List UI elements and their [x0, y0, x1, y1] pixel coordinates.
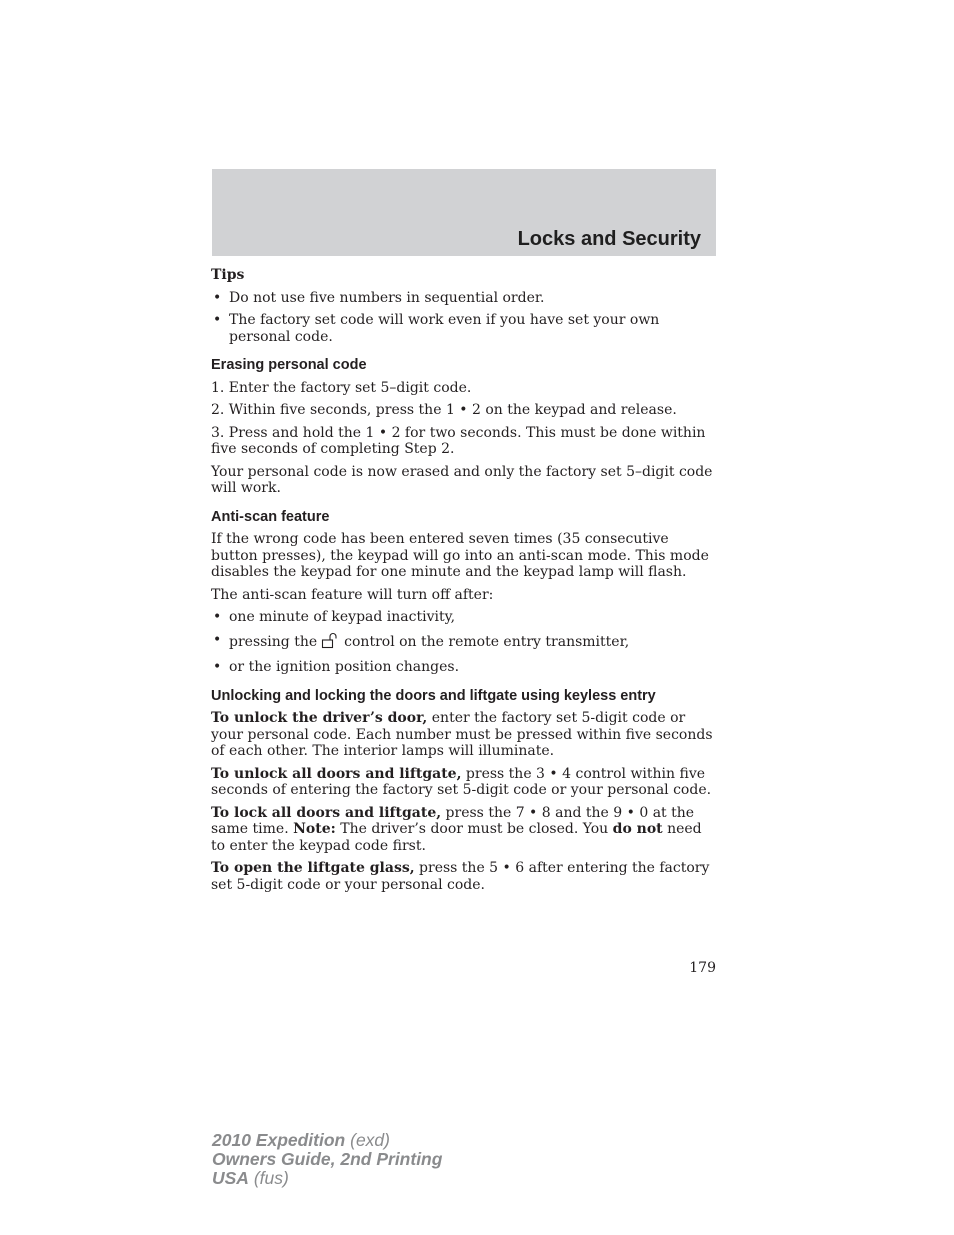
- tips-heading: Tips: [211, 267, 245, 283]
- emphasis: do not: [612, 821, 663, 837]
- list-item-text: one minute of keypad inactivity,: [229, 609, 456, 625]
- list-item: [211, 312, 716, 345]
- footer-line: [212, 1169, 442, 1188]
- page-number: 179: [689, 960, 716, 976]
- keyless-heading: Unlocking and locking the doors and liftgate using keyless entry: [211, 687, 656, 704]
- footer-imprint: [212, 1131, 442, 1188]
- erasing-step-1: 1. Enter the factory set 5–digit code.: [211, 379, 472, 396]
- keyless-open-glass: [211, 860, 716, 893]
- list-item: [211, 609, 716, 626]
- emphasis: To open the liftgate glass,: [211, 860, 415, 876]
- bullet-marker: •: [213, 609, 222, 625]
- footer-code: (exd): [345, 1130, 390, 1150]
- bullet-marker: •: [213, 659, 222, 675]
- list-item-text-after: control on the remote entry transmitter,: [344, 633, 630, 650]
- erasing-step-3: 3. Press and hold the 1 • 2 for two seconds. This must be done within five seconds of completing Step 2.: [211, 424, 706, 457]
- body-text: enter the factory set 5-digit code or your personal code. Each number must be pressed within five seconds of each other. The interior lamps will illuminate.: [211, 710, 713, 759]
- body-text: press the 3 • 4 control within five seconds of entering the factory set 5-digit code or your personal code.: [211, 765, 712, 798]
- unlock-padlock-icon: [321, 632, 338, 654]
- body-text: press the 5 • 6 after entering the factory set 5-digit code or your personal code.: [211, 860, 710, 893]
- body-text: need to enter the keypad code first.: [211, 821, 702, 854]
- list-item: [211, 632, 716, 654]
- page-body: [211, 267, 716, 899]
- keyless-unlock-driver: [211, 710, 716, 760]
- list-item-text-before: pressing the: [229, 633, 318, 650]
- note-label: Note:: [293, 821, 336, 837]
- footer-line: [212, 1131, 442, 1150]
- section-title: Locks and Security: [517, 228, 701, 250]
- antiscan-intro: The anti-scan feature will turn off after:: [211, 586, 494, 603]
- footer-market: USA: [212, 1168, 249, 1188]
- antiscan-heading: Anti-scan feature: [211, 508, 330, 525]
- bullet-marker: •: [213, 289, 222, 306]
- list-item: [211, 290, 716, 307]
- list-item-text: The factory set code will work even if you have set your own personal code.: [229, 312, 660, 345]
- bullet-marker: •: [213, 312, 222, 328]
- body-text: press the 7 • 8 and the 9 • 0 at the same time.: [211, 804, 695, 837]
- erasing-result: Your personal code is now erased and only the factory set 5–digit code will work.: [211, 463, 713, 496]
- erasing-step-2: 2. Within five seconds, press the 1 • 2 on the keypad and release.: [211, 402, 677, 418]
- list-item-text: or the ignition position changes.: [229, 659, 460, 675]
- footer-printing: Owners Guide, 2nd Printing: [212, 1149, 443, 1169]
- emphasis: To lock all doors and liftgate,: [211, 804, 442, 821]
- emphasis: To unlock the driver’s door,: [211, 710, 428, 726]
- list-item-text: Do not use five numbers in sequential order.: [229, 289, 545, 306]
- footer-model: 2010 Expedition: [212, 1130, 346, 1150]
- list-item: [211, 659, 716, 676]
- section-header-band: [212, 169, 716, 256]
- keyless-lock-all: [211, 805, 716, 855]
- antiscan-list: [211, 609, 716, 676]
- emphasis: To unlock all doors and liftgate,: [211, 765, 462, 782]
- tips-list: [211, 290, 716, 346]
- bullet-marker: •: [213, 631, 222, 648]
- antiscan-paragraph: If the wrong code has been entered seven times (35 consecutive button presses), the keypad will go into an anti-scan mode. This mode disables the keypad for one minute and the keypad lamp will flash.: [211, 531, 709, 580]
- body-text: The driver’s door must be closed. You: [335, 821, 613, 837]
- keyless-unlock-all: [211, 766, 716, 799]
- erasing-heading: Erasing personal code: [211, 357, 367, 373]
- footer-code: (fus): [248, 1168, 289, 1188]
